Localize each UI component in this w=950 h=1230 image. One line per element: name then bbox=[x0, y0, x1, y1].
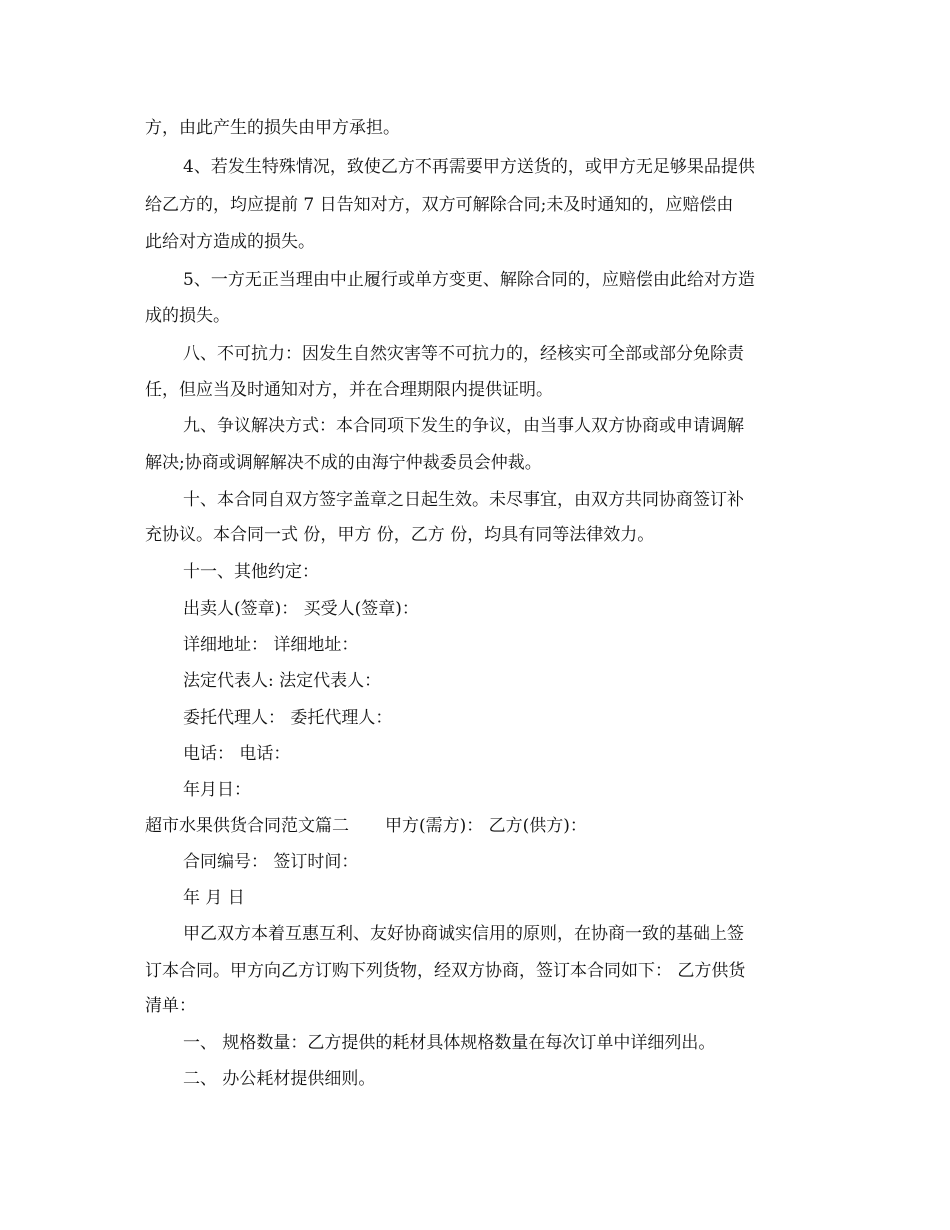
paragraph-line: 任，但应当及时通知对方，并在合理期限内提供证明。 bbox=[145, 380, 553, 400]
paragraph-line: 清单： bbox=[145, 996, 196, 1016]
paragraph-line: 成的损失。 bbox=[145, 306, 230, 326]
contract-title-line bbox=[145, 813, 587, 839]
signature-field-line: 法定代表人: 法定代表人： bbox=[183, 671, 382, 691]
paragraph-line: 4、若发生特殊情况，致使乙方不再需要甲方送货的，或甲方无足够果品提供 bbox=[183, 157, 755, 177]
paragraph-line: 订本合同。甲方向乙方订购下列货物，经双方协商，签订本合同如下： 乙方供货 bbox=[145, 961, 746, 981]
paragraph-line: 方，由此产生的损失由甲方承担。 bbox=[145, 118, 400, 138]
signature-field-line: 详细地址： 详细地址： bbox=[183, 635, 359, 655]
contract-title: 超市水果供货合同范文篇二 bbox=[145, 816, 349, 836]
paragraph-line: 5、一方无正当理由中止履行或单方变更、解除合同的，应赔偿由此给对方造 bbox=[183, 270, 755, 290]
signature-field-line: 年月日： bbox=[183, 780, 251, 800]
paragraph-line: 二、 办公耗材提供细则。 bbox=[183, 1069, 376, 1089]
paragraph-line: 八、不可抗力：因发生自然灾害等不可抗力的，经核实可全部或部分免除责 bbox=[183, 344, 744, 364]
paragraph-line: 解决;协商或调解解决不成的由海宁仲裁委员会仲裁。 bbox=[145, 453, 542, 473]
paragraph-line: 年 月 日 bbox=[183, 888, 245, 908]
signature-field-line: 委托代理人： 委托代理人： bbox=[183, 708, 393, 728]
paragraph-line: 甲乙双方本着互惠互利、友好协商诚实信用的原则，在协商一致的基础上签 bbox=[183, 924, 744, 944]
paragraph-line: 一、 规格数量：乙方提供的耗材具体规格数量在每次订单中详细列出。 bbox=[183, 1033, 716, 1053]
paragraph-line: 九、争议解决方式：本合同项下发生的争议，由当事人双方协商或申请调解 bbox=[183, 416, 744, 436]
paragraph-line: 此给对方造成的损失。 bbox=[145, 232, 315, 252]
paragraph-line: 给乙方的，均应提前 7 日告知对方，双方可解除合同;未及时通知的，应赔偿由 bbox=[145, 195, 734, 215]
paragraph-line: 充协议。本合同一式 份，甲方 份，乙方 份，均具有同等法律效力。 bbox=[145, 525, 655, 545]
paragraph-line: 十、本合同自双方签字盖章之日起生效。未尽事宜，由双方共同协商签订补 bbox=[183, 490, 744, 510]
signature-field-line: 出卖人(签章)： 买受人(签章)： bbox=[183, 599, 419, 619]
paragraph-line: 合同编号： 签订时间： bbox=[183, 852, 359, 872]
section-heading: 十一、其他约定： bbox=[183, 562, 319, 582]
signature-field-line: 电话： 电话： bbox=[183, 744, 291, 764]
party-labels: 甲方(需方)： 乙方(供方)： bbox=[385, 816, 587, 836]
